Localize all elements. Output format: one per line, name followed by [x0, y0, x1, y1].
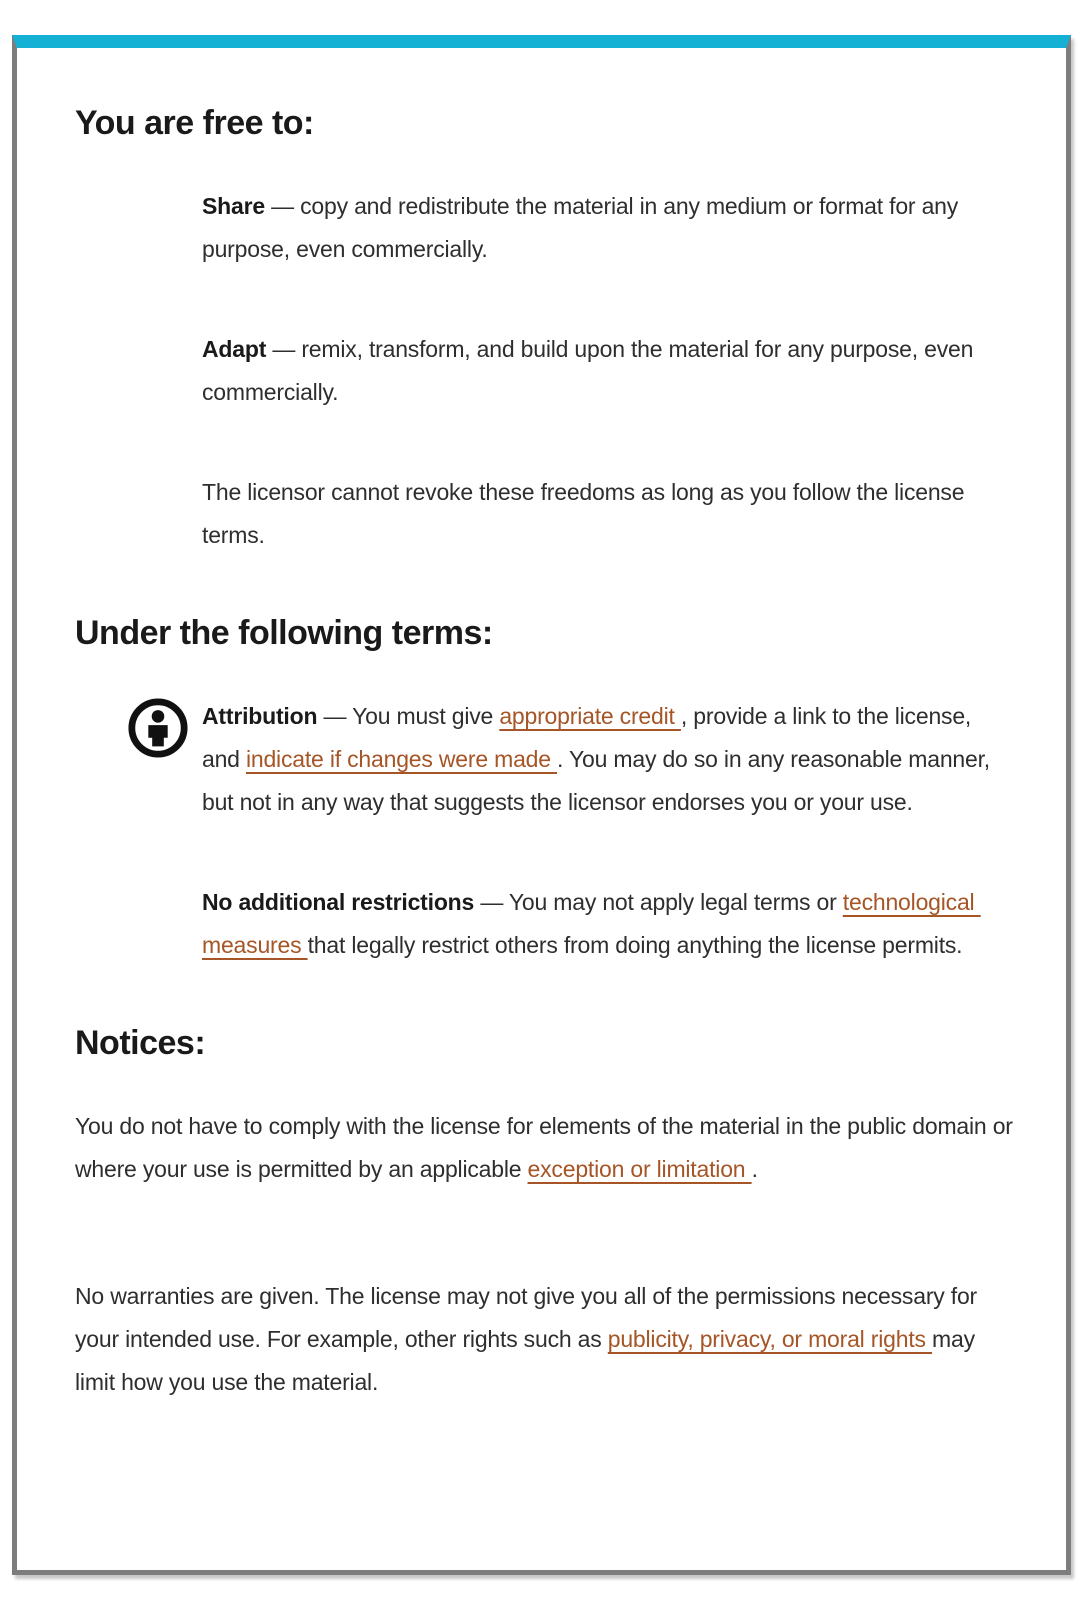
you-are-free-to-heading: You are free to: — [75, 104, 314, 142]
attribution-person-icon — [127, 697, 189, 759]
text-segment: . You may do so in any reasonable manner, but not in any way that suggests the licensor endorses you or your use. — [202, 746, 990, 816]
public-domain-notice-paragraph — [75, 1105, 1015, 1191]
appropriate-credit-link[interactable]: appropriate credit — [499, 703, 681, 730]
text-segment: may limit how you use the material. — [75, 1326, 975, 1396]
lead-term: Attribution — [202, 703, 318, 730]
text-segment: The licensor cannot revoke these freedoms as long as you follow the license terms. — [202, 479, 965, 549]
no-additional-restrictions-paragraph — [202, 881, 1002, 967]
notices-heading: Notices: — [75, 1024, 206, 1063]
publicity-privacy-moral-rights-link[interactable]: publicity, privacy, or moral rights — [607, 1326, 933, 1353]
text-segment: — remix, transform, and build upon the material for any purpose, even commercially. — [202, 336, 974, 406]
exception-limitation-link[interactable]: exception or limitation — [527, 1156, 752, 1183]
lead-term: Adapt — [202, 336, 267, 363]
text-segment: No warranties are given. The license may not give you all of the permissions necessary for your intended use. For example, other rights such as — [75, 1283, 978, 1353]
text-segment: — You must give — [317, 703, 500, 730]
adapt-paragraph — [202, 328, 1002, 414]
licensor-revoke-paragraph — [202, 471, 1002, 557]
text-segment: — You may not apply legal terms or — [474, 889, 843, 916]
lead-term: Share — [202, 193, 265, 220]
text-segment: that legally restrict others from doing anything the license permits. — [307, 932, 963, 959]
no-warranties-notice-paragraph — [75, 1275, 1015, 1404]
attribution-term-item — [75, 695, 1016, 824]
text-segment: You do not have to comply with the license for elements of the material in the public domain or where your use is permitted by an applicable — [75, 1113, 1013, 1183]
text-segment: , provide a link to the license, and — [202, 703, 972, 773]
terms-section-body — [202, 881, 1016, 967]
text-segment: . — [751, 1156, 758, 1183]
text-segment: — copy and redistribute the material in any medium or format for any purpose, even commercially. — [202, 193, 959, 263]
indicate-changes-link[interactable]: indicate if changes were made — [245, 746, 558, 773]
attribution-paragraph — [202, 695, 1002, 824]
technological-measures-link[interactable]: technological measures — [202, 889, 981, 959]
license-summary-box — [12, 35, 1071, 1575]
share-paragraph — [202, 185, 1002, 271]
free-section-body — [202, 185, 1016, 557]
under-following-terms-heading: Under the following terms: — [75, 614, 493, 653]
lead-term: No additional restrictions — [202, 889, 475, 916]
